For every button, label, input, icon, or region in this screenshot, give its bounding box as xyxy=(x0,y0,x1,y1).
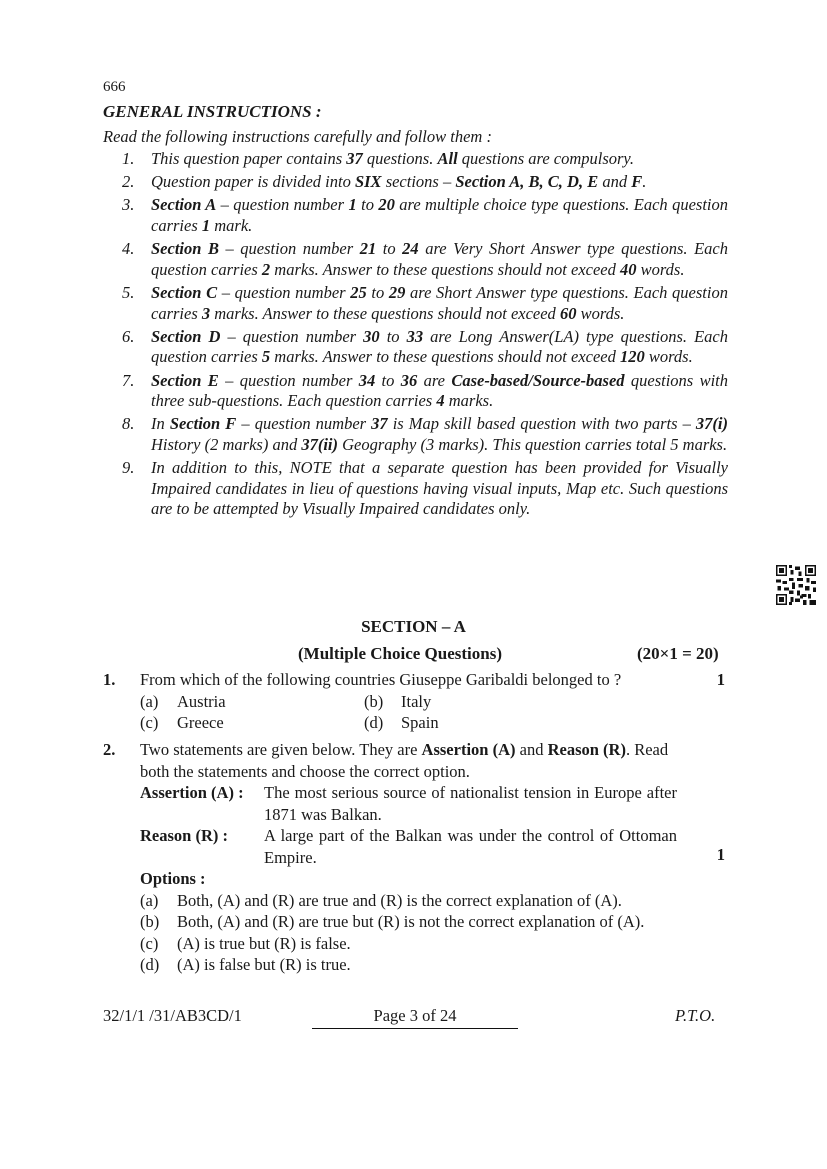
options-grid xyxy=(140,691,725,734)
instruction-item-9 xyxy=(122,458,728,520)
options-label: Options : xyxy=(140,869,206,888)
footer-page-number: Page 3 of 24 xyxy=(312,1006,518,1029)
option-label: (a) xyxy=(140,890,159,910)
instruction-number: 1. xyxy=(122,149,135,168)
instruction-number: 9. xyxy=(122,458,135,478)
instruction-number: 8. xyxy=(122,414,135,434)
option-text: Both, (A) and (R) are true and (R) is the correct explanation of (A). xyxy=(177,890,622,910)
option-a[interactable] xyxy=(140,890,725,912)
instructions-intro: Read the following instructions carefully and follow them : xyxy=(103,127,492,146)
option-text: Greece xyxy=(177,713,224,732)
section-a-subtitle: (Multiple Choice Questions) xyxy=(298,644,502,663)
option-text: Italy xyxy=(401,691,432,711)
question-2 xyxy=(103,739,725,976)
qr-code-icon xyxy=(776,565,816,605)
option-label: (c) xyxy=(140,713,159,732)
option-label: (d) xyxy=(364,713,384,732)
general-instructions-title: GENERAL INSTRUCTIONS : xyxy=(103,102,322,121)
question-mark: 1 xyxy=(716,670,725,689)
option-label: (a) xyxy=(140,691,159,711)
option-text: Both, (A) and (R) are true but (R) is not the correct explanation of (A). xyxy=(177,912,645,931)
option-label: (c) xyxy=(140,933,159,953)
question-text: Two statements are given below. They are Assertion (A) and Reason (R). Read both the statements and choose the correct option. xyxy=(140,740,669,781)
instruction-number: 5. xyxy=(122,282,135,302)
question-number: 2. xyxy=(103,740,116,759)
assertion-text: The most serious source of nationalist tension in Europe after 1871 was Balkan. xyxy=(264,783,677,824)
instruction-text: In addition to this, NOTE that a separate question has been provided for Visually Impaired candidates in lieu of questions having visual inputs, Map etc. Such questions are to be attempted by Visually Impaired candidates only. xyxy=(151,458,728,519)
option-b[interactable] xyxy=(364,691,564,713)
instruction-number: 7. xyxy=(122,370,135,390)
instruction-text: Question paper is divided into SIX sections – Section A, B, C, D, E and F. xyxy=(151,172,647,192)
option-label: (b) xyxy=(364,691,384,711)
question-mark: 1 xyxy=(716,845,725,864)
option-c[interactable] xyxy=(140,712,364,734)
reason-label: Reason (R) : xyxy=(140,826,228,845)
footer-paper-code: 32/1/1 /31/AB3CD/1 xyxy=(103,1006,242,1025)
instruction-text: Section D – question number 30 to 33 are Long Answer(LA) type questions. Each question carries 5 marks. Answer to these questions should not exceed 120 words. xyxy=(151,326,728,367)
instruction-item-7 xyxy=(122,371,728,412)
paper-code: 666 xyxy=(103,79,126,95)
instruction-item-6 xyxy=(122,327,728,368)
option-text: Austria xyxy=(177,691,226,711)
instruction-number: 2. xyxy=(122,172,135,192)
reason-row xyxy=(140,825,725,868)
instruction-number: 4. xyxy=(122,239,135,259)
instruction-text: In Section F – question number 37 is Map skill based question with two parts – 37(i) History (2 marks) and 37(ii) Geography (3 marks). This question carries total 5 marks. xyxy=(151,414,728,454)
footer-pto: P.T.O. xyxy=(675,1006,716,1025)
question-number: 1. xyxy=(103,670,116,689)
assertion-row xyxy=(140,782,725,825)
question-text: From which of the following countries Giuseppe Garibaldi belonged to ? xyxy=(140,670,622,689)
section-a-title: SECTION – A xyxy=(361,617,466,636)
question-1 xyxy=(103,669,725,734)
option-a[interactable] xyxy=(140,691,364,713)
option-text: (A) is false but (R) is true. xyxy=(177,955,351,974)
section-a-marks: (20×1 = 20) xyxy=(637,644,719,663)
option-d[interactable] xyxy=(140,954,725,976)
instructions-list xyxy=(122,149,728,522)
instruction-item-2 xyxy=(122,172,728,193)
instruction-text: Section A – question number 1 to 20 are multiple choice type questions. Each question carries 1 mark. xyxy=(151,195,728,235)
option-text: Spain xyxy=(401,713,439,732)
instruction-text: This question paper contains 37 questions. All questions are compulsory. xyxy=(151,149,634,168)
option-label: (b) xyxy=(140,912,160,931)
instruction-item-3 xyxy=(122,195,728,236)
instruction-item-8 xyxy=(122,414,728,455)
options-list xyxy=(140,890,725,976)
option-label: (d) xyxy=(140,955,160,974)
instruction-text: Section C – question number 25 to 29 are Short Answer type questions. Each question carries 3 marks. Answer to these questions should not exceed 60 words. xyxy=(151,282,728,323)
instruction-item-5 xyxy=(122,283,728,324)
instruction-text: Section E – question number 34 to 36 are Case-based/Source-based questions with three sub-questions. Each question carries 4 marks. xyxy=(151,370,728,411)
instruction-number: 3. xyxy=(122,195,135,215)
reason-text: A large part of the Balkan was under the control of Ottoman Empire. xyxy=(264,826,677,867)
assertion-label: Assertion (A) : xyxy=(140,783,244,802)
instruction-item-4 xyxy=(122,239,728,280)
instruction-item-1 xyxy=(122,149,728,170)
instruction-text: Section B – question number 21 to 24 are Very Short Answer type questions. Each question carries 2 marks. Answer to these questions should not exceed 40 words. xyxy=(151,239,728,279)
instruction-number: 6. xyxy=(122,326,135,346)
option-d[interactable] xyxy=(364,712,564,734)
option-text: (A) is true but (R) is false. xyxy=(177,933,351,953)
option-b[interactable] xyxy=(140,911,725,933)
option-c[interactable] xyxy=(140,933,725,955)
